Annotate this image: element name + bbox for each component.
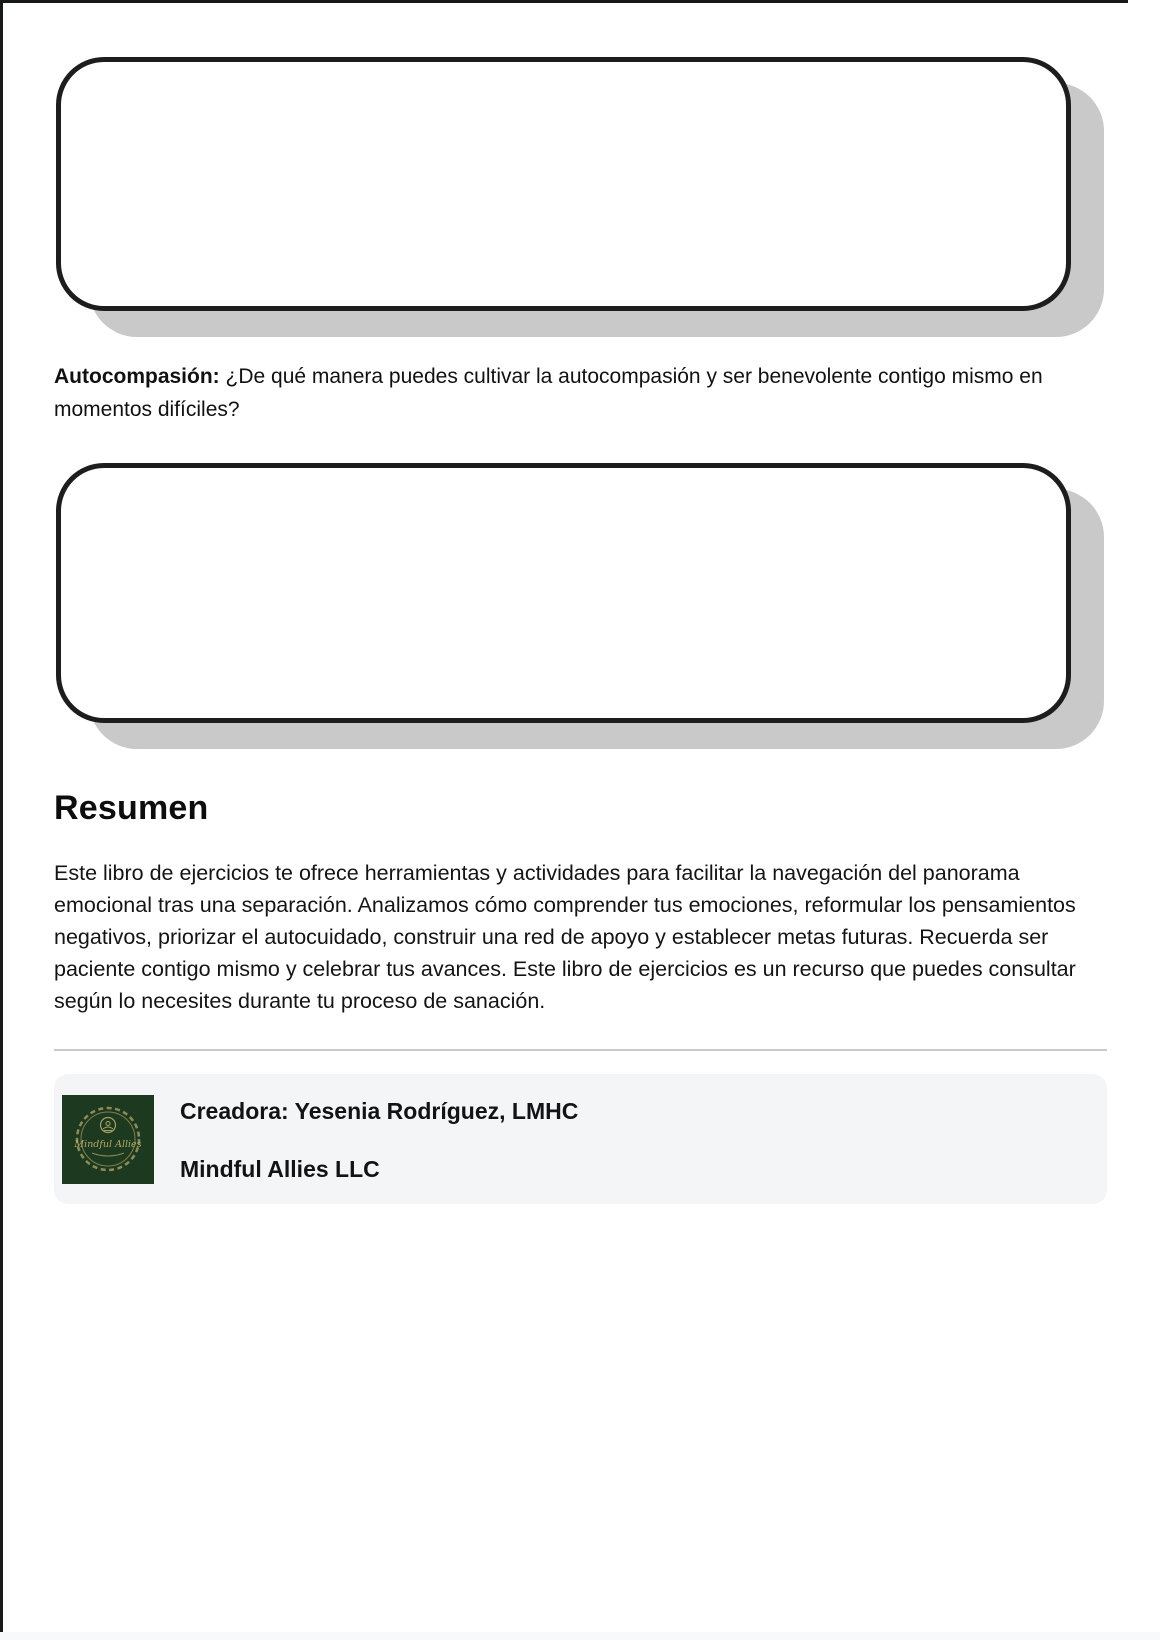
summary-paragraph: Este libro de ejercicios te ofrece herramientas y actividades para facilitar la navegación del panorama emocional tras una separación. Analizamos cómo comprender tus emociones, reformular los pensamientos negativos, priorizar el autocuidado, construir una red de apoyo y establecer metas futuras. Recuerda ser paciente contigo mismo y celebrar tus avances. Este libro de ejercicios es un recurso que puedes consultar según lo necesites durante tu proceso de sanación. — [54, 861, 1076, 1013]
logo-script-text: Mindful Allies — [74, 1139, 142, 1150]
mindful-allies-logo-icon — [62, 1095, 154, 1184]
summary-heading: Resumen — [54, 789, 209, 827]
creator-text-block — [180, 1095, 578, 1183]
footer-band — [0, 1632, 1160, 1640]
section-divider — [54, 1049, 1107, 1051]
creator-name: Creadora: Yesenia Rodríguez, LMHC — [180, 1098, 579, 1124]
question-label: Autocompasión: — [54, 365, 220, 388]
answer-box-1[interactable] — [56, 57, 1071, 311]
answer-box-2[interactable] — [56, 463, 1071, 723]
question-text: ¿De qué manera puedes cultivar la autocompasión y ser benevolente contigo mismo en momentos difíciles? — [54, 365, 1043, 421]
creator-card — [54, 1074, 1107, 1204]
creator-company: Mindful Allies LLC — [180, 1156, 380, 1182]
question-autocompasion — [54, 360, 1064, 426]
worksheet-page — [54, 0, 1107, 1204]
page-left-border — [0, 0, 3, 1640]
